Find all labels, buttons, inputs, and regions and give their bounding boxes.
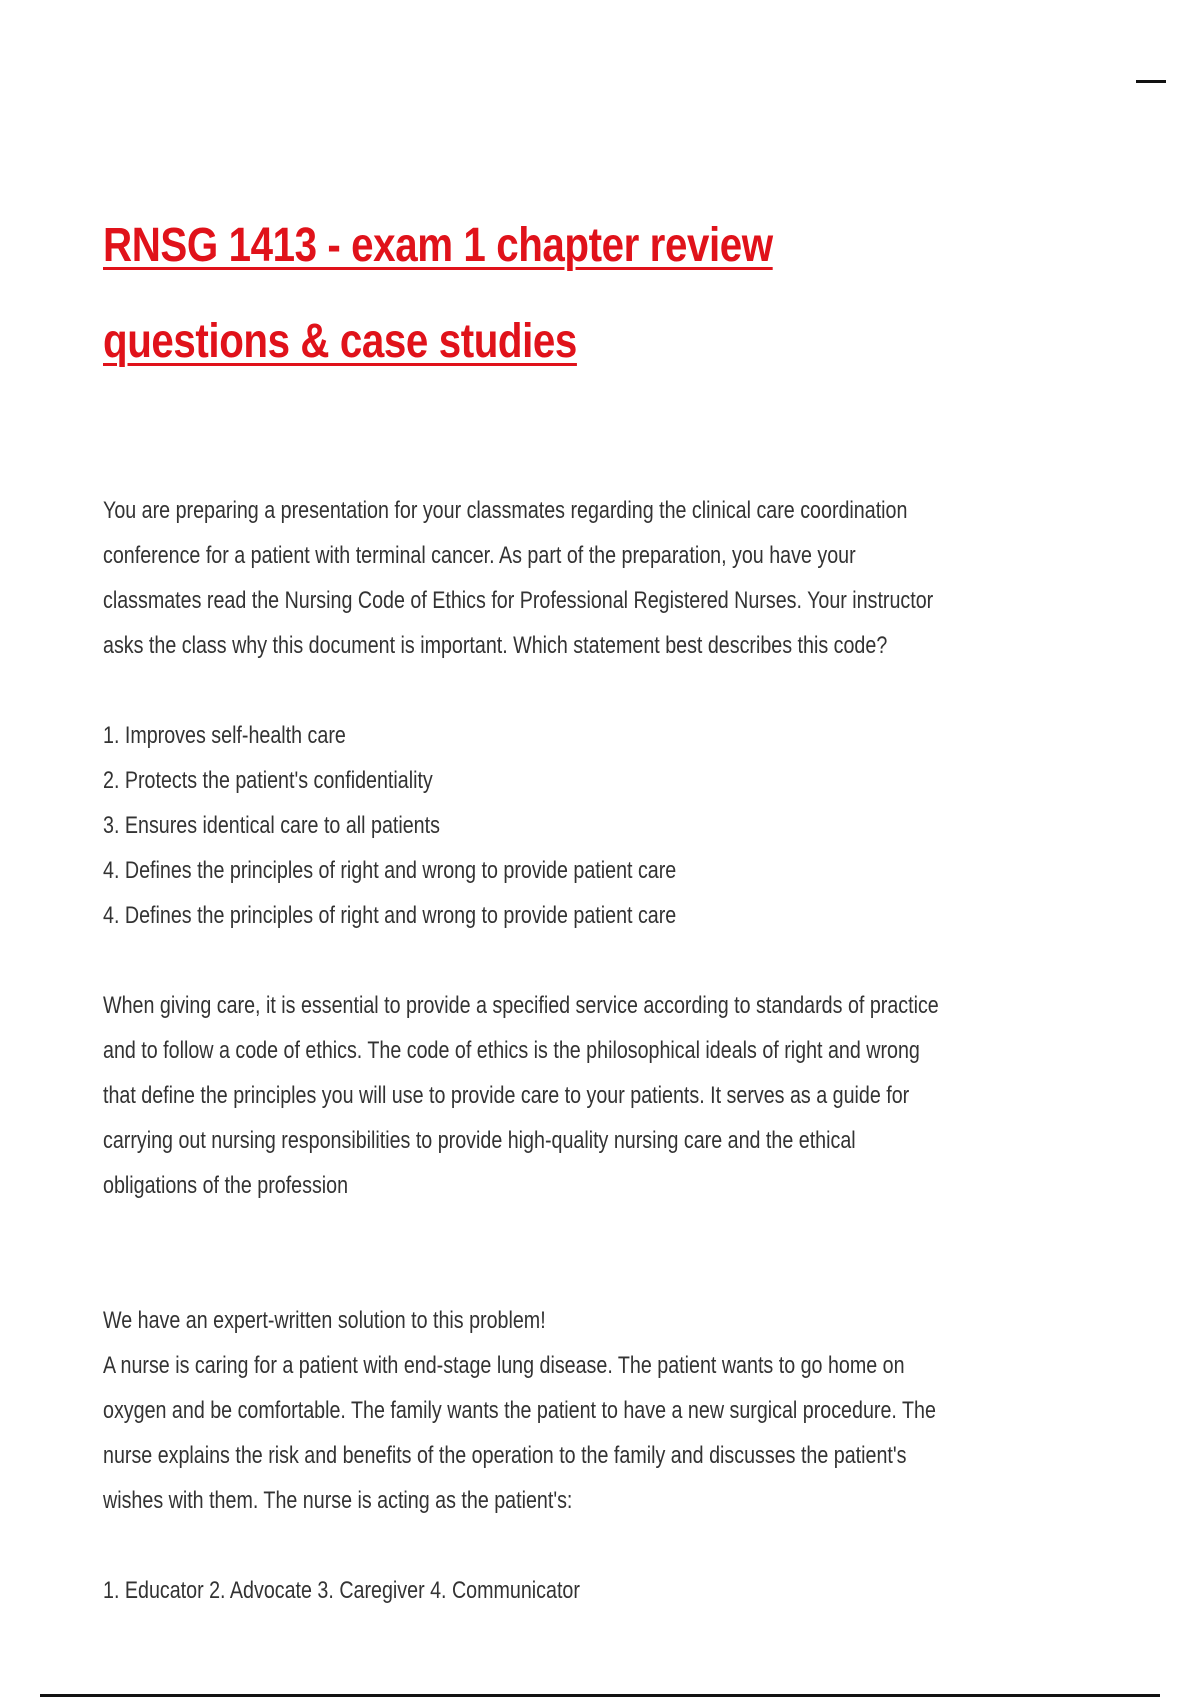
question-1-option: 4. Defines the principles of right and wrong to provide patient care (103, 857, 677, 884)
document-content (103, 488, 939, 1613)
question-2-stem: A nurse is caring for a patient with end-stage lung disease. The patient wants to go home on oxygen and be comfortable. The family wants the patient to have a new surgical procedure. The nurse explains the risk and benefits of the operation to the family and discusses the patient's wishes with them. The nurse is acting as the patient's: (103, 1352, 936, 1514)
bottom-divider (40, 1694, 1160, 1697)
minimize-dash-icon[interactable] (1136, 80, 1166, 83)
question-1-option: 3. Ensures identical care to all patients (103, 812, 440, 839)
question-1-option: 1. Improves self-health care (103, 722, 346, 749)
document-title: RNSG 1413 - exam 1 chapter review questions & case studies (103, 219, 773, 368)
question-1-option: 2. Protects the patient's confidentiality (103, 767, 433, 794)
question-1-stem: You are preparing a presentation for your classmates regarding the clinical care coordination conference for a patient with terminal cancer. As part of the preparation, you have your classmates read the Nursing Code of Ethics for Professional Registered Nurses. Your instructor asks the class why this document is important. Which statement best describes this code? (103, 497, 934, 659)
question-2-options: 1. Educator 2. Advocate 3. Caregiver 4. Communicator (103, 1577, 580, 1604)
question-1-options (103, 713, 939, 938)
expert-solution-note: We have an expert-written solution to this problem! (103, 1307, 546, 1334)
question-1-answer: 4. Defines the principles of right and wrong to provide patient care (103, 902, 677, 929)
question-1-explanation: When giving care, it is essential to provide a specified service according to standards of practice and to follow a code of ethics. The code of ethics is the philosophical ideals of right and wrong that define the principles you will use to provide care to your patients. It serves as a guide for carrying out nursing responsibilities to provide high-quality nursing care and the ethical obligations of the profession (103, 992, 939, 1199)
